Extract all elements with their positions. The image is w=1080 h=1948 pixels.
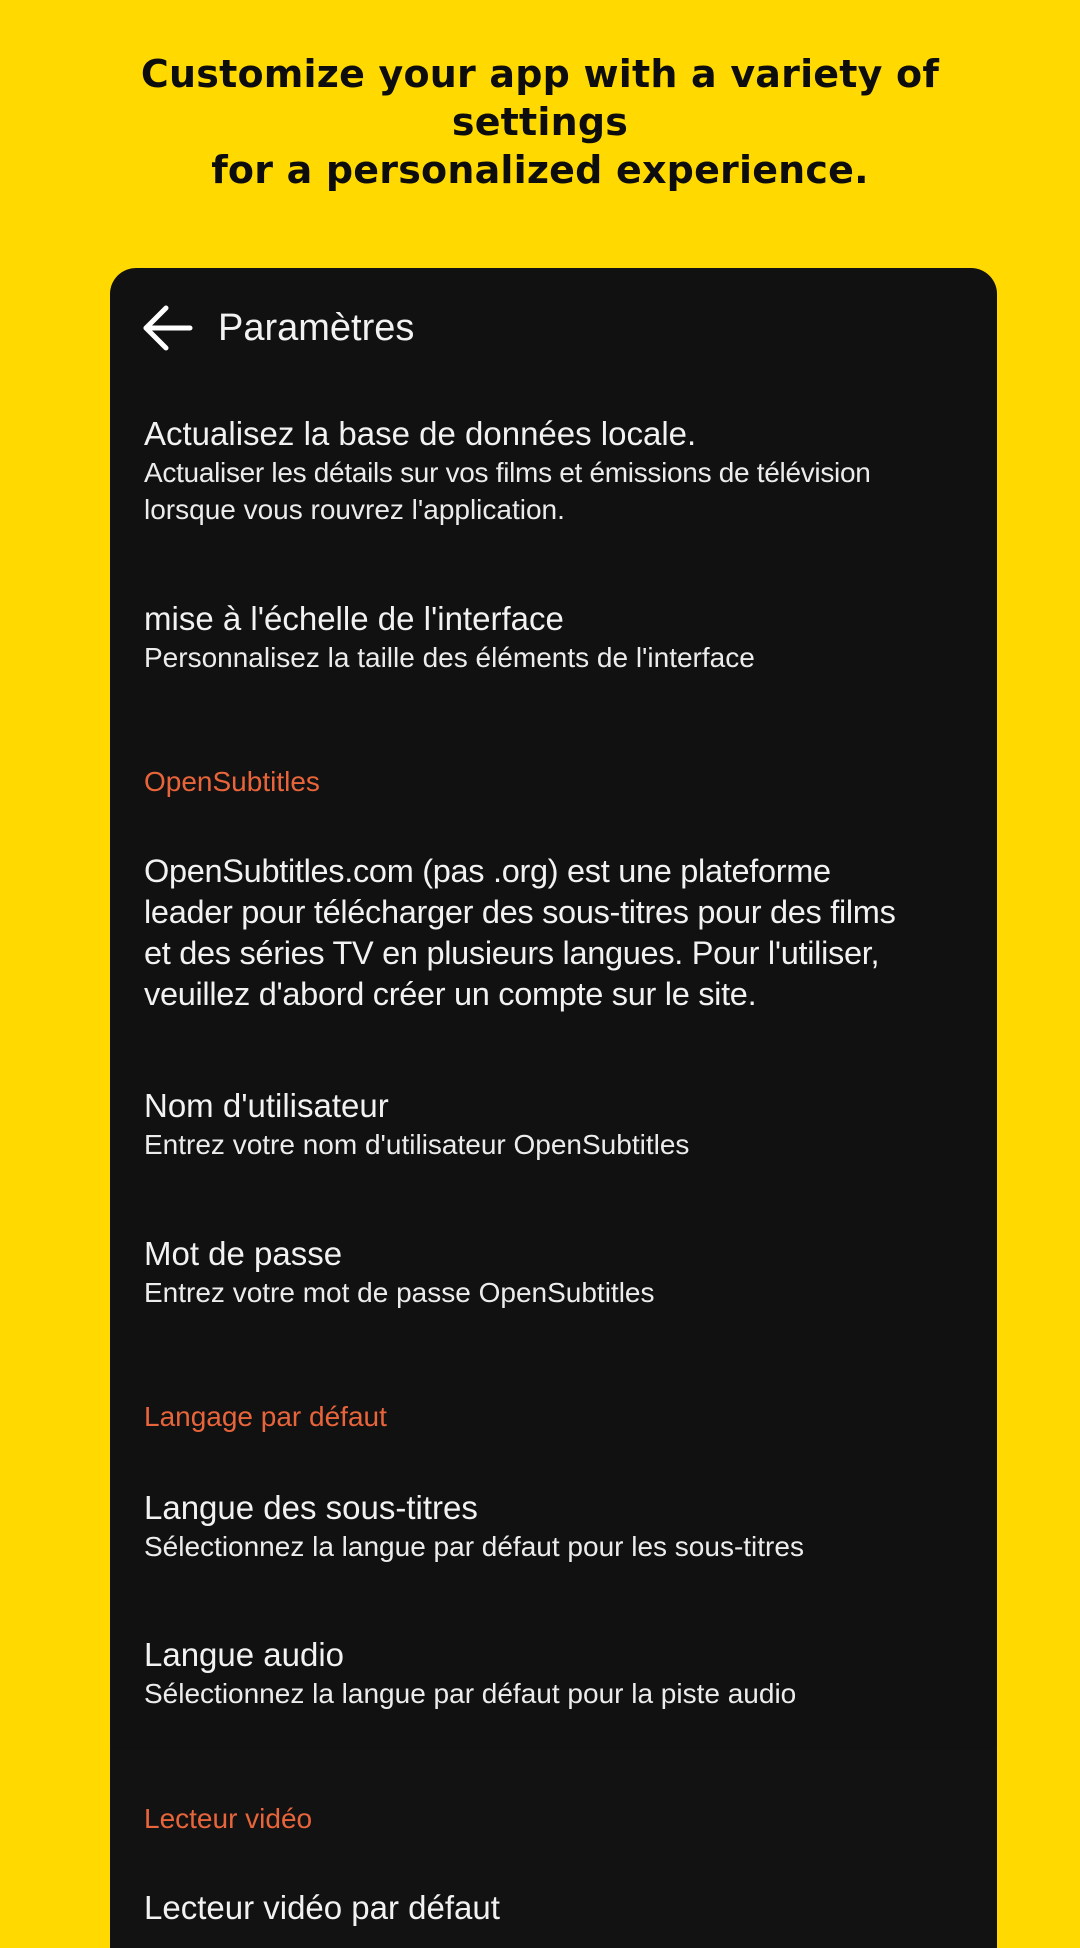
info-line-4: veuillez d'abord créer un compte sur le site. — [144, 976, 757, 1012]
settings-screen — [110, 268, 997, 1948]
setting-audio-language[interactable] — [144, 1635, 964, 1712]
opensubtitles-info — [144, 851, 974, 1015]
info-line-2: leader pour télécharger des sous-titres pour des films — [144, 894, 896, 930]
back-button[interactable] — [140, 300, 196, 356]
setting-ui-scale[interactable] — [144, 599, 964, 676]
setting-title: Mot de passe — [144, 1235, 343, 1272]
promo-headline-line-2: for a personalized experience. — [211, 148, 869, 192]
setting-refresh-database[interactable] — [144, 414, 964, 528]
info-line-3: et des séries TV en plusieurs langues. Pour l'utiliser, — [144, 935, 880, 971]
setting-password[interactable] — [144, 1234, 964, 1311]
screen-title: Paramètres — [218, 307, 415, 349]
setting-title: Lecteur vidéo par défaut — [144, 1889, 500, 1926]
setting-default-video-player[interactable] — [144, 1888, 964, 1928]
info-line-1: OpenSubtitles.com (pas .org) est une plateforme — [144, 853, 831, 889]
setting-subtitle: Sélectionnez la langue par défaut pour les sous-titres — [144, 1531, 804, 1562]
app-bar — [110, 268, 997, 392]
setting-title: mise à l'échelle de l'interface — [144, 600, 564, 637]
setting-subtitle-line-2: lorsque vous rouvrez l'application. — [144, 494, 565, 525]
section-header-opensubtitles: OpenSubtitles — [144, 766, 320, 797]
setting-subtitle-line-1: Actualiser les détails sur vos films et émissions de télévision — [144, 457, 871, 488]
setting-title: Langue des sous-titres — [144, 1489, 478, 1526]
setting-subtitle: Entrez votre mot de passe OpenSubtitles — [144, 1277, 655, 1308]
setting-title: Langue audio — [144, 1636, 345, 1673]
section-header-video-player: Lecteur vidéo — [144, 1803, 313, 1834]
setting-subtitle: Personnalisez la taille des éléments de l'interface — [144, 642, 755, 673]
promo-headline — [60, 50, 1020, 194]
section-header-default-language: Langage par défaut — [144, 1401, 387, 1432]
setting-title: Actualisez la base de données locale. — [144, 415, 697, 452]
setting-subtitle: Entrez votre nom d'utilisateur OpenSubtitles — [144, 1129, 690, 1160]
setting-subtitle: Sélectionnez la langue par défaut pour la piste audio — [144, 1678, 797, 1709]
promo-headline-line-1: Customize your app with a variety of settings — [140, 52, 940, 144]
arrow-left-icon — [140, 300, 196, 356]
setting-subtitle-language[interactable] — [144, 1488, 964, 1565]
setting-title: Nom d'utilisateur — [144, 1087, 389, 1124]
setting-username[interactable] — [144, 1086, 964, 1163]
